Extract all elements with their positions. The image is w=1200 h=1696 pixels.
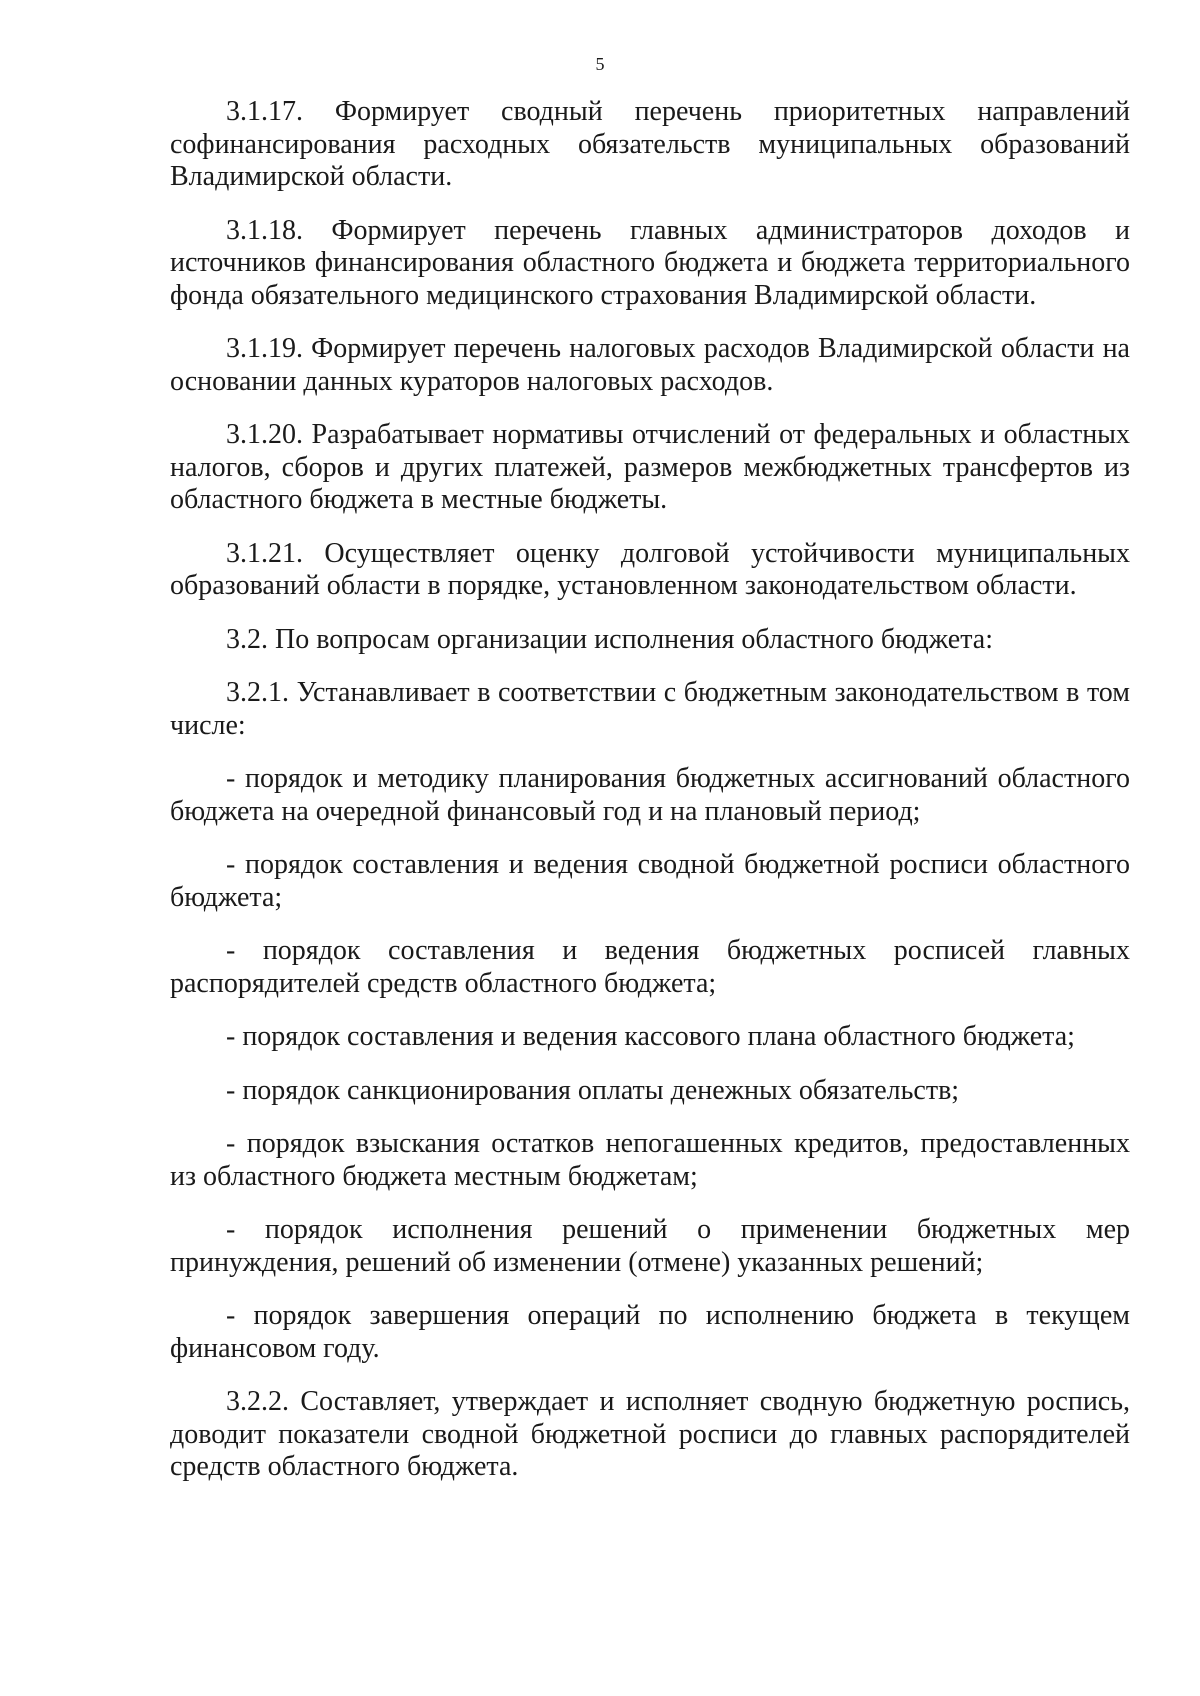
list-item: - порядок и методику планирования бюджетных ассигнований областного бюджета на очередной финансовый год и на плановый период; bbox=[170, 763, 1130, 827]
list-item: - порядок составления и ведения кассового плана областного бюджета; bbox=[226, 1021, 1075, 1052]
list-item: - порядок санкционирования оплаты денежных обязательств; bbox=[226, 1074, 960, 1106]
paragraph-3-2-1: 3.2.1. Устанавливает в соответствии с бюджетным законодательством в том числе: bbox=[170, 677, 1130, 741]
list-item: - порядок завершения операций по исполнению бюджета в текущем финансовом году. bbox=[170, 1300, 1130, 1364]
paragraph-3-1-20: 3.1.20. Разрабатывает нормативы отчислений от федеральных и областных налогов, сборов и других платежей, размеров межбюджетных трансфертов из областного бюджета в местные бюджеты. bbox=[170, 419, 1130, 515]
document-body bbox=[170, 96, 1130, 1484]
list-item: - порядок составления и ведения бюджетных росписей главных распорядителей средств областного бюджета; bbox=[170, 935, 1130, 999]
paragraph-3-1-17: 3.1.17. Формирует сводный перечень приоритетных направлений софинансирования расходных обязательств муниципальных образований Владимирской области. bbox=[170, 96, 1130, 192]
paragraph-3-1-19: 3.1.19. Формирует перечень налоговых расходов Владимирской области на основании данных кураторов налоговых расходов. bbox=[170, 333, 1130, 397]
paragraph-3-2-2: 3.2.2. Составляет, утверждает и исполняет сводную бюджетную роспись, доводит показатели сводной бюджетной росписи до главных распорядителей средств областного бюджета. bbox=[170, 1386, 1130, 1482]
paragraph-3-1-21: 3.1.21. Осуществляет оценку долговой устойчивости муниципальных образований области в порядке, установленном законодательством области. bbox=[170, 537, 1130, 601]
list-item: - порядок составления и ведения сводной бюджетной росписи областного бюджета; bbox=[170, 849, 1130, 913]
list-item: - порядок исполнения решений о применении бюджетных мер принуждения, решений об изменении (отмене) указанных решений; bbox=[170, 1214, 1130, 1278]
list-item: - порядок взыскания остатков непогашенных кредитов, предоставленных из областного бюджета местным бюджетам; bbox=[170, 1128, 1130, 1192]
page-number: 5 bbox=[595, 54, 605, 74]
section-heading-3-2: 3.2. По вопросам организации исполнения областного бюджета: bbox=[226, 623, 993, 655]
paragraph-3-1-18: 3.1.18. Формирует перечень главных администраторов доходов и источников финансирования областного бюджета и бюджета территориального фонда обязательного медицинского страхования Владимирской области. bbox=[170, 214, 1130, 311]
